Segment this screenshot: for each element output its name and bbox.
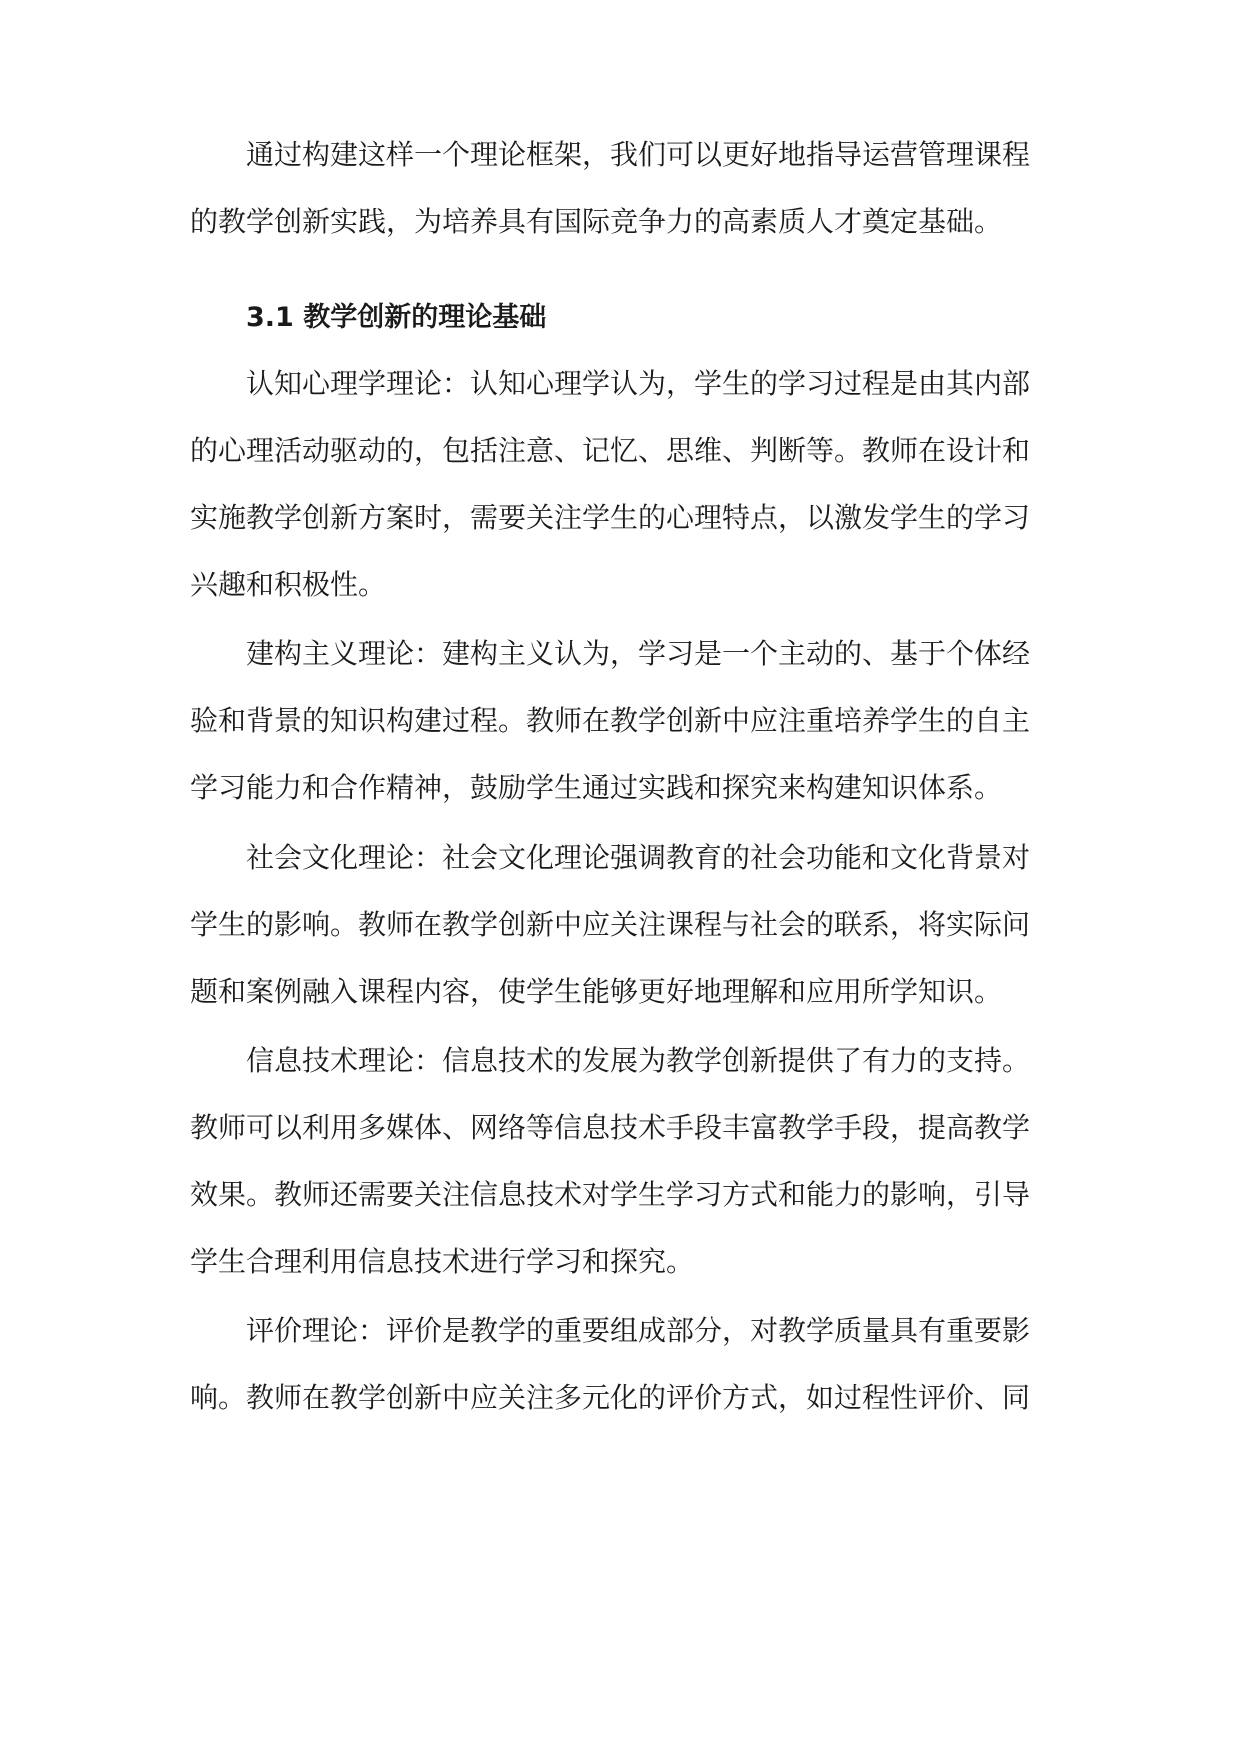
paragraph-line: 题和案例融入课程内容，使学生能够更好地理解和应用所学知识。 bbox=[190, 975, 1003, 1008]
paragraph-line: 的心理活动驱动的，包括注意、记忆、思维、判断等。教师在设计和 bbox=[190, 434, 1031, 467]
paragraph-line: 实施教学创新方案时，需要关注学生的心理特点，以激发学生的学习 bbox=[190, 501, 1031, 534]
paragraph-line: 验和背景的知识构建过程。教师在教学创新中应注重培养学生的自主 bbox=[190, 704, 1031, 737]
paragraph-line: 评价理论：评价是教学的重要组成部分，对教学质量具有重要影 bbox=[246, 1314, 1031, 1347]
paragraph-line: 学生合理利用信息技术进行学习和探究。 bbox=[190, 1245, 695, 1278]
intro-line: 通过构建这样一个理论框架，我们可以更好地指导运营管理课程 bbox=[246, 138, 1031, 171]
paragraph-line: 教师可以利用多媒体、网络等信息技术手段丰富教学手段，提高教学 bbox=[190, 1111, 1031, 1144]
paragraph-line: 兴趣和积极性。 bbox=[190, 568, 387, 601]
intro-line: 的教学创新实践，为培养具有国际竞争力的高素质人才奠定基础。 bbox=[190, 205, 1003, 238]
paragraph-line: 信息技术理论：信息技术的发展为教学创新提供了有力的支持。 bbox=[246, 1044, 1031, 1077]
paragraph-line: 学习能力和合作精神，鼓励学生通过实践和探究来构建知识体系。 bbox=[190, 771, 1003, 804]
paragraph-line: 响。教师在教学创新中应关注多元化的评价方式，如过程性评价、同 bbox=[190, 1381, 1031, 1414]
paragraph-line: 认知心理学理论：认知心理学认为，学生的学习过程是由其内部 bbox=[246, 367, 1031, 400]
paragraph-line: 社会文化理论：社会文化理论强调教育的社会功能和文化背景对 bbox=[246, 841, 1031, 874]
section-heading: 3.1 教学创新的理论基础 bbox=[246, 302, 547, 333]
paragraph-line: 学生的影响。教师在教学创新中应关注课程与社会的联系，将实际问 bbox=[190, 908, 1031, 941]
paragraph-line: 建构主义理论：建构主义认为，学习是一个主动的、基于个体经 bbox=[246, 637, 1031, 670]
paragraph-line: 效果。教师还需要关注信息技术对学生学习方式和能力的影响，引导 bbox=[190, 1178, 1031, 1211]
